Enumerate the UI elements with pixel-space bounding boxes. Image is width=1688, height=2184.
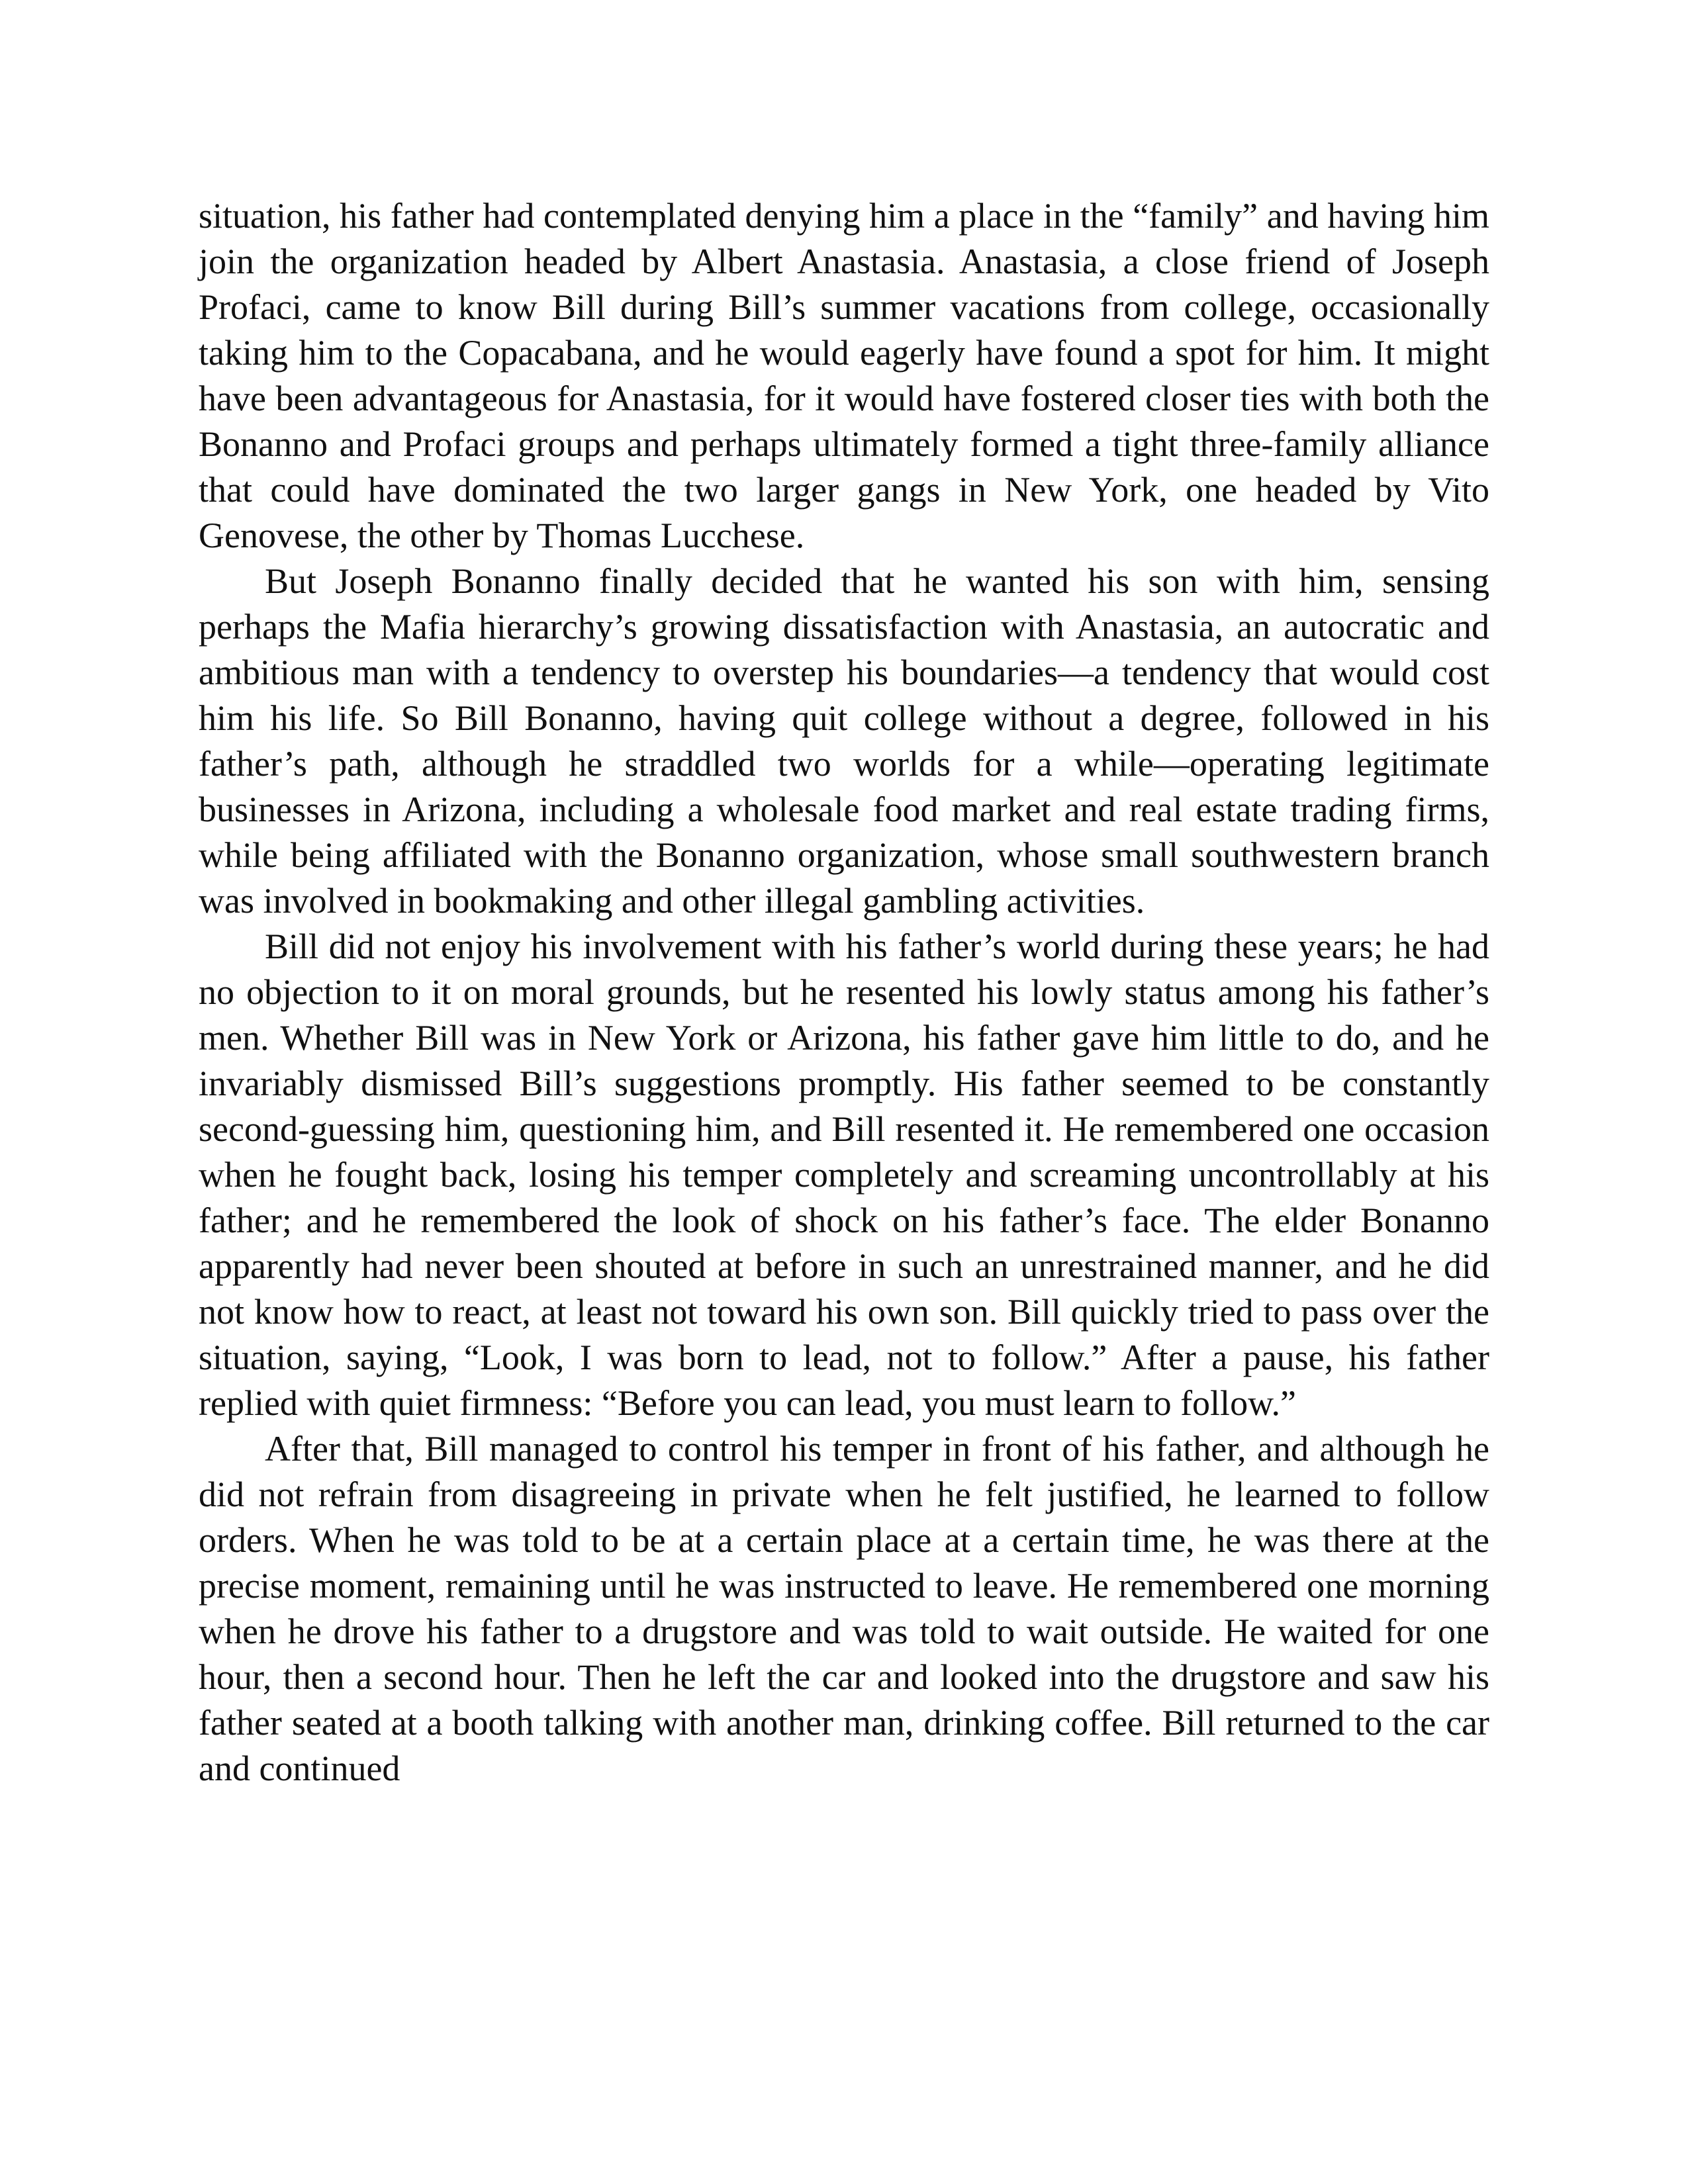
paragraph-3: Bill did not enjoy his involvement with his father’s world during these years; he had no objection to it on moral grounds, but he resented his lowly status among his father’s men. Whether Bill was in New York or Arizona, his father gave him little to do, and he invariably dismissed Bill’s suggestions promptly. His father seemed to be constantly second-guessing him, questioning him, and Bill resented it. He remembered one occasion when he fought back, losing his temper completely and screaming uncontrollably at his father; and he remembered the look of shock on his father’s face. The elder Bonanno apparently had never been shouted at before in such an unrestrained manner, and he did not know how to react, at least not toward his own son. Bill quickly tried to pass over the situation, saying, “Look, I was born to lead, not to follow.” After a pause, his father replied with quiet firmness: “Before you can lead, you must learn to follow.” bbox=[199, 927, 1489, 1423]
paragraph-2: But Joseph Bonanno finally decided that he wanted his son with him, sensing perhaps the Mafia hierarchy’s growing dissatisfaction with Anastasia, an autocratic and ambitious man with a tendency to overstep his boundaries—a tendency that would cost him his life. So Bill Bonanno, having quit college without a degree, followed in his father’s path, although he straddled two worlds for a while—operating legitimate businesses in Arizona, including a wholesale food market and real estate trading firms, while being affiliated with the Bonanno organization, whose small southwestern branch was involved in bookmaking and other illegal gambling activities. bbox=[199, 561, 1489, 921]
paragraph-4: After that, Bill managed to control his temper in front of his father, and although he did not refrain from disagreeing in private when he felt justified, he learned to follow orders. When he was told to be at a certain place at a certain time, he was there at the precise moment, remaining until he was instructed to leave. He remembered one morning when he drove his father to a drugstore and was told to wait outside. He waited for one hour, then a second hour. Then he left the car and looked into the drugstore and saw his father seated at a booth talking with another man, drinking coffee. Bill returned to the car and continued bbox=[199, 1429, 1489, 1788]
body-text bbox=[199, 193, 1489, 1792]
paragraph-1: situation, his father had contemplated denying him a place in the “family” and having him join the organization headed by Albert Anastasia. Anastasia, a close friend of Joseph Profaci, came to know Bill during Bill’s summer vacations from college, occasionally taking him to the Copacabana, and he would eagerly have found a spot for him. It might have been advantageous for Anastasia, for it would have fostered closer ties with both the Bonanno and Profaci groups and perhaps ultimately formed a tight three-family alliance that could have dominated the two larger gangs in New York, one headed by Vito Genovese, the other by Thomas Lucchese. bbox=[199, 196, 1489, 555]
